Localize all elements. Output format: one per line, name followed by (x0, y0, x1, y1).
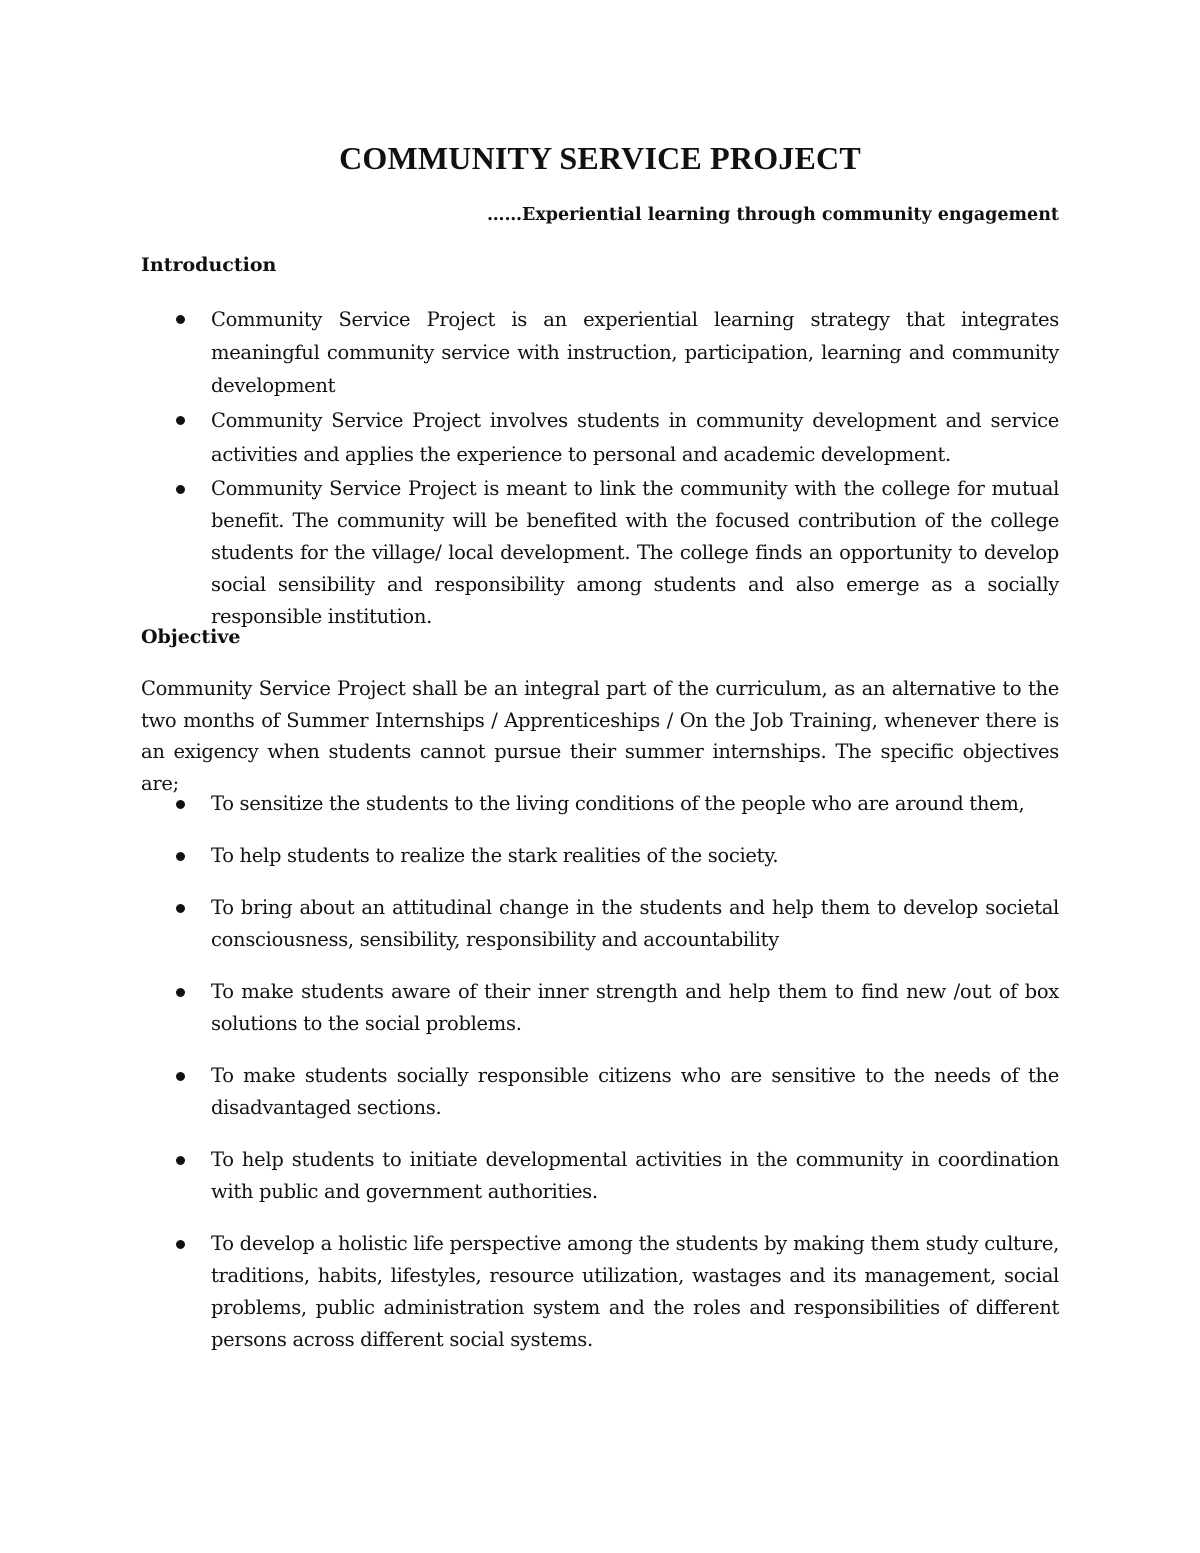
list-item-text: To bring about an attitudinal change in the students and help them to develop societal consciousness, sensibility, responsibility and accountability (211, 896, 1059, 951)
list-item (141, 840, 1059, 872)
list-item-text: Community Service Project involves students in community development and service activities and applies the experience to personal and academic development. (211, 409, 1059, 466)
list-item-text: To develop a holistic life perspective among the students by making them study culture, traditions, habits, lifestyles, resource utilization, wastages and its management, social problems, public administration system and the roles and responsibilities of different persons across different social systems. (211, 1232, 1059, 1351)
bullet-icon (176, 1156, 185, 1165)
list-item (141, 473, 1059, 633)
document-title: COMMUNITY SERVICE PROJECT (339, 140, 861, 176)
introduction-heading: Introduction (141, 254, 277, 276)
bullet-icon (176, 416, 185, 425)
list-item-text: Community Service Project is meant to link the community with the college for mutual benefit. The community will be benefited with the focused contribution of the college students for the village/ local development. The college finds an opportunity to develop social sensibility and responsibility among students and also emerge as a socially responsible institution. (211, 477, 1059, 628)
list-item-text: To make students socially responsible citizens who are sensitive to the needs of the disadvantaged sections. (211, 1064, 1059, 1119)
list-item-text: To help students to initiate developmental activities in the community in coordination with public and government authorities. (211, 1148, 1059, 1203)
list-item-text: To make students aware of their inner strength and help them to find new /out of box solutions to the social problems. (211, 980, 1059, 1035)
document-page (141, 0, 1059, 1553)
list-item (141, 1228, 1059, 1356)
bullet-icon (176, 1240, 185, 1249)
list-item (141, 788, 1059, 820)
list-item (141, 976, 1059, 1040)
objective-heading: Objective (141, 626, 241, 648)
bullet-icon (176, 485, 185, 494)
bullet-icon (176, 852, 185, 861)
list-item (141, 1060, 1059, 1124)
objective-paragraph: Community Service Project shall be an integral part of the curriculum, as an alternative to the two months of Summer Internships / Apprenticeships / On the Job Training, whenever there is an exigency when students cannot pursue their summer internships. The specific objectives are; (141, 677, 1059, 795)
list-item-text: To sensitize the students to the living conditions of the people who are around them, (211, 792, 1025, 815)
bullet-icon (176, 800, 185, 809)
list-item (141, 303, 1059, 402)
document-subtitle: ……Experiential learning through community engagement (487, 205, 1059, 225)
list-item (141, 892, 1059, 956)
bullet-icon (176, 315, 185, 324)
list-item (141, 404, 1059, 472)
bullet-icon (176, 1072, 185, 1081)
list-item-text: To help students to realize the stark realities of the society. (211, 844, 779, 867)
bullet-icon (176, 904, 185, 913)
bullet-icon (176, 988, 185, 997)
objective-list (141, 788, 1059, 1376)
list-item (141, 1144, 1059, 1208)
introduction-list (141, 303, 1059, 633)
list-item-text: Community Service Project is an experiential learning strategy that integrates meaningful community service with instruction, participation, learning and community development (211, 308, 1059, 397)
